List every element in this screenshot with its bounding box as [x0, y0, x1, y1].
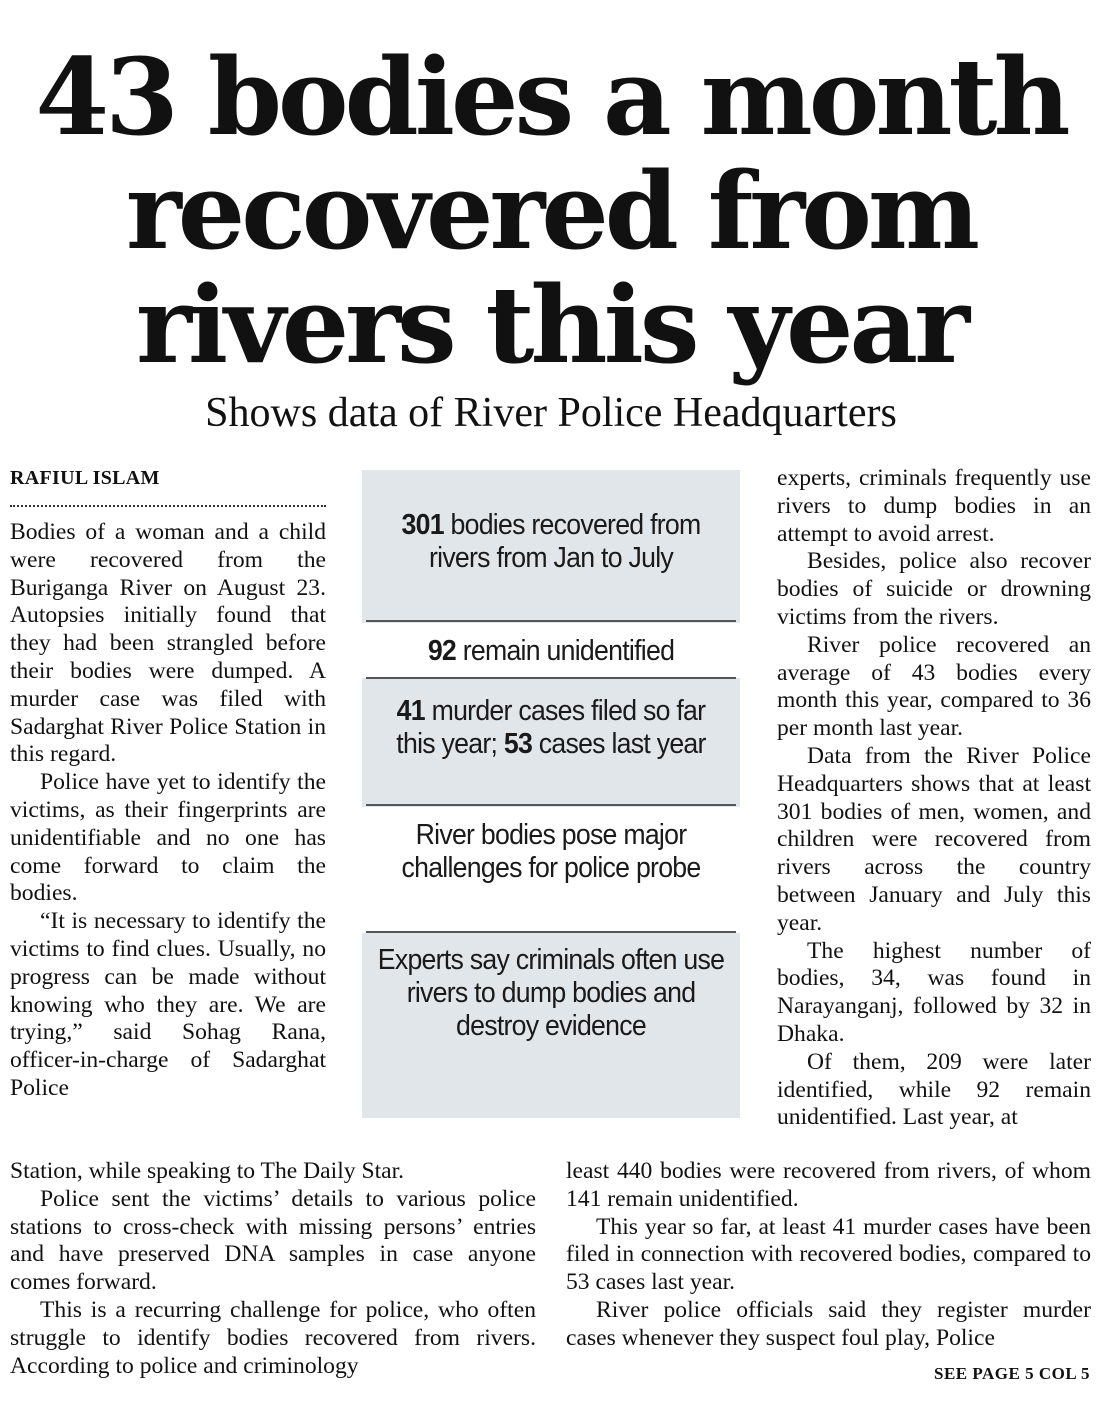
- paragraph: Police sent the victims’ details to various police stations to cross-check with missing persons’ entries and have preserved DNA samples in case anyone comes forward.: [10, 1185, 536, 1296]
- fact-divider: [366, 620, 736, 622]
- deck-subheadline: Shows data of River Police Headquarters: [205, 390, 897, 436]
- fact-murder-cases: [377, 695, 725, 761]
- paragraph: Station, while speaking to The Daily Star.: [10, 1158, 405, 1184]
- article-column-left: [10, 519, 326, 1103]
- paragraph: Bodies of a woman and a child were recovered from the Buriganga River on August 23. Autopsies initially found that they had been strangled before their bodies were dumped. A murder case was filed with Sadarghat River Police Station in this regard.: [10, 519, 326, 768]
- paragraph: River police officials said they register murder cases whenever they suspect foul play, Police: [566, 1296, 1091, 1351]
- paragraph: River police recovered an average of 43 bodies every month this year, compared to 36 per month last year.: [777, 631, 1091, 742]
- factbox: [362, 470, 740, 1118]
- fact-number: 92: [427, 635, 457, 667]
- paragraph: least 440 bodies were recovered from rivers, of whom 141 remain unidentified.: [566, 1158, 1091, 1212]
- fact-experts: Experts say criminals often use rivers to dump bodies and destroy evidence: [377, 944, 725, 1042]
- fact-divider: [366, 804, 736, 806]
- fact-text: cases last year: [532, 728, 706, 760]
- article-column-right: [777, 465, 1091, 1132]
- article-column-right-bottom: [566, 1158, 1091, 1353]
- fact-text: murder cases filed so far this year;: [396, 695, 706, 760]
- fact-number: 301: [401, 509, 444, 541]
- paragraph: Besides, police also recover bodies of suicide or drowning victims from the rivers.: [777, 548, 1091, 630]
- paragraph: “It is necessary to identify the victims to find clues. Usually, no progress can be made without knowing who they are. We are trying,” said Sohag Rana, officer-in-charge of Sadarghat Police: [10, 908, 326, 1101]
- fact-divider: [366, 931, 736, 933]
- byline-divider: [10, 505, 326, 507]
- paragraph: Police have yet to identify the victims, as their fingerprints are unidentifiable and no one has come forward to claim the bodies.: [10, 769, 326, 907]
- fact-text: remain unidentified: [456, 635, 675, 667]
- headline-line-2: recovered from: [125, 148, 977, 273]
- fact-text: bodies recovered from rivers from Jan to July: [428, 509, 701, 574]
- paragraph: experts, criminals frequently use rivers to dump bodies in an attempt to avoid arrest.: [777, 465, 1091, 547]
- paragraph: This is a recurring challenge for police, who often struggle to identify bodies recovered from rivers. According to police and criminology: [10, 1296, 536, 1379]
- paragraph: Of them, 209 were later identified, while 92 remain unidentified. Last year, at: [777, 1048, 1091, 1131]
- headline: [0, 34, 1102, 387]
- byline: RAFIUL ISLAM: [10, 467, 160, 489]
- fact-number: 53: [503, 728, 533, 760]
- headline-line-1: 43 bodies a month: [35, 34, 1067, 159]
- fact-number: 41: [396, 695, 425, 727]
- fact-challenges: River bodies pose major challenges for police probe: [401, 819, 701, 884]
- headline-line-3: rivers this year: [135, 262, 966, 387]
- fact-bodies-recovered: [377, 509, 725, 575]
- article-column-left-bottom: [10, 1158, 536, 1380]
- jump-line: SEE PAGE 5 COL 5: [934, 1364, 1090, 1383]
- fact-divider: [366, 677, 736, 679]
- fact-unidentified: [377, 635, 725, 668]
- paragraph: The highest number of bodies, 34, was found in Narayanganj, followed by 32 in Dhaka.: [777, 937, 1091, 1047]
- paragraph: Data from the River Police Headquarters shows that at least 301 bodies of men, women, and children were recovered from rivers across the country between January and July this year.: [777, 742, 1091, 936]
- paragraph: This year so far, at least 41 murder cases have been filed in connection with recovered bodies, compared to 53 cases last year.: [566, 1213, 1091, 1296]
